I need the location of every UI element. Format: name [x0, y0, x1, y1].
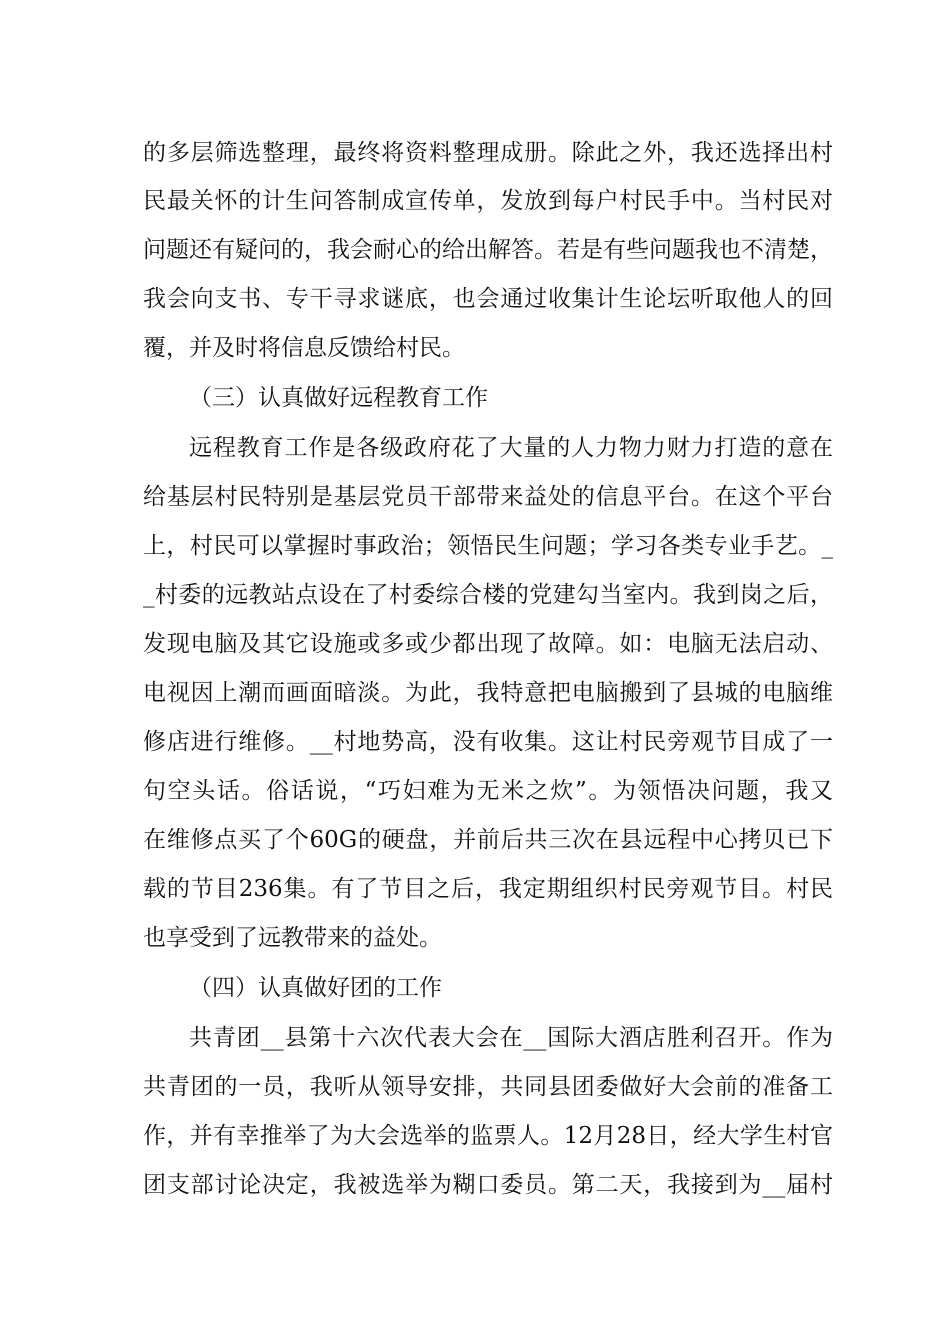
body-text-line: 句空头话。俗话说，“巧妇难为无米之炊”。为领悟决问题，我又	[143, 778, 833, 804]
body-text-line: 民最关怀的计生问答制成宣传单，发放到每户村民手中。当村民对	[143, 188, 833, 214]
body-text-line: 我会向支书、专干寻求谜底，也会通过收集计生论坛听取他人的回	[143, 286, 833, 312]
body-text-line: 载的节目236集。有了节目之后，我定期组织村民旁观节目。村民	[143, 876, 833, 902]
body-text-line: _村委的远教站点设在了村委综合楼的党建勾当室内。我到岗之后，	[143, 582, 833, 608]
body-text-line: 发现电脑及其它设施或多或少都出现了故障。如：电脑无法启动、	[143, 631, 833, 657]
body-text-line: 修店进行维修。__村地势高，没有收集。这让村民旁观节目成了一	[143, 729, 833, 755]
body-text-line: 的多层筛选整理，最终将资料整理成册。除此之外，我还选择出村	[143, 140, 833, 166]
body-text-line: 共青团的一员，我听从领导安排，共同县团委做好大会前的准备工	[143, 1074, 833, 1100]
body-text-line: 上，村民可以掌握时事政治；领悟民生问题；学习各类专业手艺。_	[143, 533, 833, 559]
section-heading: （四）认真做好团的工作	[189, 975, 442, 1001]
body-text-line: 团支部讨论决定，我被选举为糊口委员。第二天，我接到为__届村	[143, 1172, 833, 1198]
body-text-line: 覆，并及时将信息反馈给村民。	[143, 335, 465, 361]
body-text-line: 问题还有疑问的，我会耐心的给出解答。若是有些问题我也不清楚，	[143, 237, 833, 263]
body-text-line: 在维修点买了个60G的硬盘，并前后共三次在县远程中心拷贝已下	[143, 827, 833, 853]
body-text-line: 共青团__县第十六次代表大会在__国际大酒店胜利召开。作为	[189, 1025, 833, 1051]
section-heading: （三）认真做好远程教育工作	[189, 385, 488, 411]
body-text-line: 给基层村民特别是基层党员干部带来益处的信息平台。在这个平台	[143, 484, 833, 510]
body-text-line: 也享受到了远教带来的益处。	[143, 925, 442, 951]
body-text-line: 电视因上潮而画面暗淡。为此，我特意把电脑搬到了县城的电脑维	[143, 680, 833, 706]
body-text-line: 远程教育工作是各级政府花了大量的人力物力财力打造的意在	[189, 435, 833, 461]
body-text-line: 作，并有幸推举了为大会选举的监票人。12月28日，经大学生村官	[143, 1123, 833, 1149]
